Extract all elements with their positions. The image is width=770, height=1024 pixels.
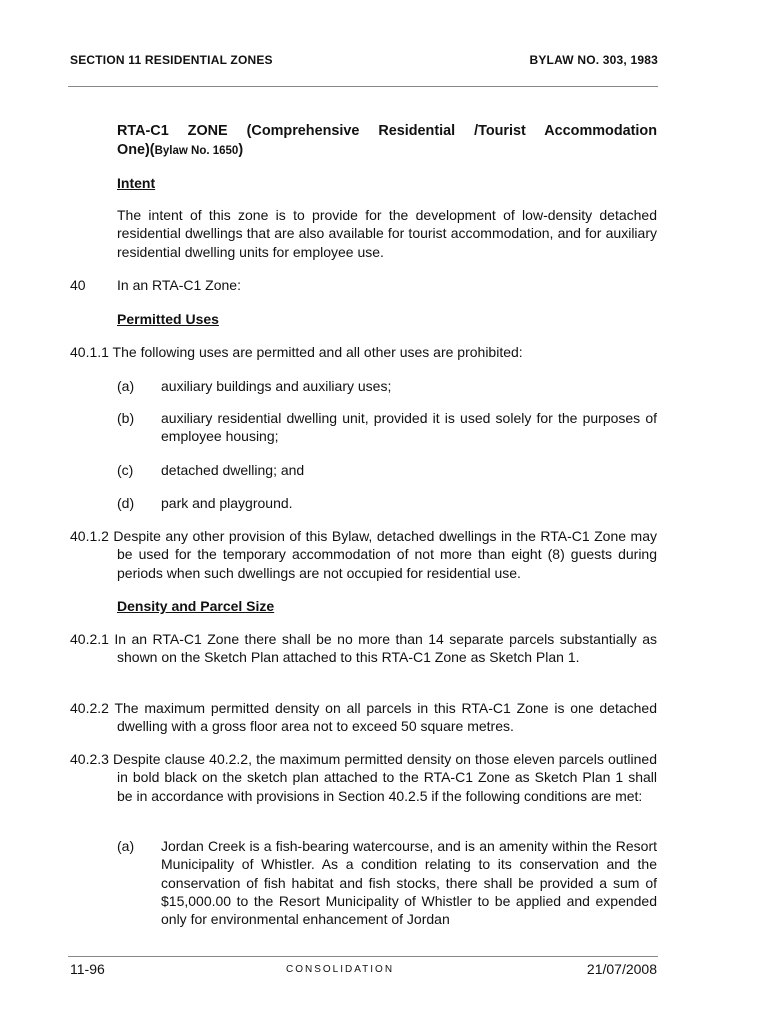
use-item-a-text: auxiliary buildings and auxiliary uses;	[161, 378, 392, 394]
use-item-b-label: (b)	[117, 410, 135, 426]
section-40-text: In an RTA-C1 Zone:	[117, 277, 241, 293]
permitted-uses-heading: Permitted Uses	[117, 311, 219, 327]
zone-title-line1: RTA-C1 ZONE (Comprehensive Residential /Tourist Accommodation	[117, 123, 657, 139]
clause-40-2-2: 40.2.2 The maximum permitted density on all parcels in this RTA-C1 Zone is one detached dwelling with a gross floor area not to exceed 50 square metres.	[70, 700, 657, 735]
header-section-title: SECTION 11 RESIDENTIAL ZONES	[70, 53, 273, 67]
footer-divider	[68, 956, 658, 957]
header-divider	[68, 86, 658, 87]
intent-heading: Intent	[117, 175, 156, 191]
header-bylaw-number: BYLAW NO. 303, 1983	[529, 53, 658, 67]
clause-40-2-1: 40.2.1 In an RTA-C1 Zone there shall be no more than 14 separate parcels substantially as shown on the Sketch Plan attached to this RTA-C1 Zone as Sketch Plan 1.	[70, 631, 657, 666]
use-item-d-text: park and playground.	[161, 495, 293, 511]
zone-title-one: One)(	[117, 142, 155, 158]
intent-text: The intent of this zone is to provide for the development of low-density detached residential dwellings that are also available for tourist accommodation, and for auxiliary residential dwelling units for employee use.	[117, 207, 657, 260]
use-item-c-text: detached dwelling; and	[161, 462, 305, 478]
section-40-number: 40	[70, 277, 86, 293]
footer-page-number: 11-96	[70, 961, 105, 977]
density-item-a-text: Jordan Creek is a fish-bearing watercourse, and is an amenity within the Resort Municipality of Whistler. As a condition relating to its conservation and the conservation of fish habitat and fish stocks, there shall be provided a sum of $15,000.00 to the Resort Municipality of Whistler to be applied and expended only for environmental enhancement of Jordan	[161, 838, 657, 928]
use-item-c-label: (c)	[117, 462, 134, 478]
footer-date: 21/07/2008	[586, 961, 657, 977]
use-item-d-label: (d)	[117, 495, 135, 511]
use-item-b-text: auxiliary residential dwelling unit, provided it is used solely for the purposes of employee housing;	[161, 410, 657, 445]
density-item-a-label: (a)	[117, 838, 135, 854]
footer-consolidation: CONSOLIDATION	[286, 964, 395, 975]
use-item-a-label: (a)	[117, 378, 135, 394]
density-heading: Density and Parcel Size	[117, 598, 275, 614]
zone-title-bylaw-ref: Bylaw No. 1650	[154, 145, 239, 157]
zone-title-close: )	[238, 142, 244, 158]
clause-40-1-2: 40.1.2 Despite any other provision of this Bylaw, detached dwellings in the RTA-C1 Zone may be used for the temporary accommodation of not more than eight (8) guests during periods when such dwellings are not occupied for residential use.	[70, 528, 657, 581]
clause-40-2-3: 40.2.3 Despite clause 40.2.2, the maximum permitted density on those eleven parcels outlined in bold black on the sketch plan attached to the RTA-C1 Zone as Sketch Plan 1 shall be in accordance with provisions in Section 40.2.5 if the following conditions are met:	[70, 751, 657, 804]
clause-40-1-1: 40.1.1 The following uses are permitted and all other uses are prohibited:	[70, 344, 523, 360]
zone-title-line2	[117, 141, 243, 160]
